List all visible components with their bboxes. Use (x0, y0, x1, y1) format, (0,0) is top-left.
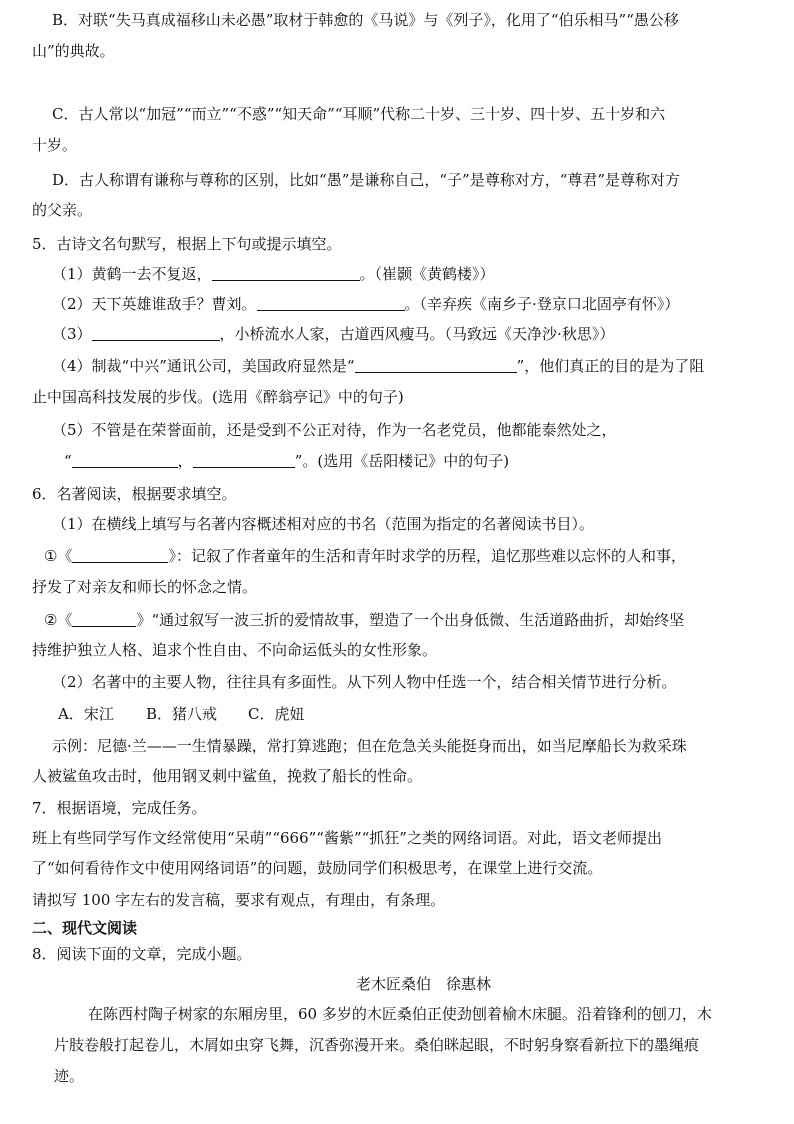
q6-book-2 (44, 610, 684, 630)
article-paragraph-line1: 在陈西村陶子树家的东厢房里，60 多岁的木匠桑伯正使劲刨着榆木床腿。沿着锋利的刨刀，木 (88, 1005, 712, 1023)
answer-blank[interactable] (72, 611, 136, 627)
answer-blank[interactable] (193, 452, 295, 468)
q5-item-1 (52, 264, 495, 284)
answer-blank[interactable] (257, 295, 405, 311)
q5-item-5: （5）不管是在荣誉面前，还是受到不公正对待，作为一名老党员，他都能泰然处之， (52, 421, 617, 439)
q6-part-2: （2）名著中的主要人物，往往具有多面性。从下列人物中任选一个，结合相关情节进行分析。 (52, 673, 677, 691)
article-title: 老木匠桑伯 徐惠林 (356, 975, 492, 993)
q5-item-1-text: （1）黄鹤一去不复返， (52, 265, 212, 283)
q7-text-line3: 请拟写 100 字左右的发言稿，要求有观点，有理由，有条理。 (32, 891, 446, 909)
book-1-open: ①《 (44, 547, 73, 565)
q7-text-line2: 了“如何看待作文中使用网络词语”的问题，鼓励同学们积极思考，在课堂上进行交流。 (32, 859, 603, 877)
q5-item-1-source: 。（崔颢《黄鹤楼》） (359, 265, 495, 283)
option-hu-niu: C．虎妞 (248, 705, 305, 723)
q5-item-4-text-end: ”，他们真正的目的是为了阻 (516, 357, 705, 375)
q6-part-1: （1）在横线上填写与名著内容概述相对应的书名（范围为指定的名著阅读书目）。 (52, 515, 595, 533)
option-c-line1: C．古人常以“加冠”“而立”“不惑”“知天命”“耳顺”代称二十岁、三十岁、四十岁、五十岁和六 (52, 105, 666, 123)
question-6-stem: 6．名著阅读，根据要求填空。 (32, 485, 237, 503)
article-paragraph-line3: 迹。 (54, 1067, 85, 1085)
q6-book-1 (44, 546, 686, 566)
answer-blank[interactable] (92, 325, 220, 341)
q5-item-5-line2 (64, 451, 509, 471)
question-7-stem: 7．根据语境，完成任务。 (32, 799, 207, 817)
answer-blank[interactable] (72, 547, 168, 563)
answer-blank[interactable] (355, 357, 517, 373)
q5-item-3-source: ，小桥流水人家，古道西风瘦马。（马致远《天净沙·秋思》） (219, 325, 615, 343)
q5-item-3-text: （3） (52, 325, 92, 343)
q5-item-4 (52, 356, 704, 376)
question-5-stem: 5．古诗文名句默写，根据上下句或提示填空。 (32, 235, 342, 253)
section-heading: 二、现代文阅读 (32, 919, 138, 937)
option-zhu-bajie: B．猪八戒 (146, 705, 218, 723)
q6-book-1-line2: 抒发了对亲友和师长的怀念之情。 (32, 578, 258, 596)
book-2-open: ②《 (44, 611, 73, 629)
option-d-line2: 的父亲。 (32, 201, 93, 219)
open-quote: “ (64, 452, 72, 470)
q6-example-line1: 示例：尼德·兰——一生情暴躁，常打算逃跑；但在危急关头能挺身而出，如当尼摩船长为救采珠 (52, 737, 687, 755)
answer-blank[interactable] (72, 452, 178, 468)
q7-text-line1: 班上有些同学写作文经常使用“呆萌”“666”“酱紫”“抓狂”之类的网络词语。对此，语文老师提出 (32, 829, 662, 847)
option-b-line2: 山”的典故。 (32, 42, 115, 60)
q5-item-5-source: ”。(选用《岳阳楼记》中的句子) (294, 452, 510, 470)
answer-blank[interactable] (212, 265, 360, 281)
q5-item-4-text: （4）制裁“中兴”通讯公司，美国政府显然是“ (52, 357, 355, 375)
question-8-stem: 8．阅读下面的文章，完成小题。 (32, 945, 252, 963)
q5-item-2-text: （2）天下英雄谁敌手？曹刘。 (52, 295, 257, 313)
q5-item-4-line2: 止中国高科技发展的步伐。(选用《醉翁亭记》中的句子) (32, 388, 404, 406)
option-c-line2: 十岁。 (32, 136, 78, 154)
q5-item-2 (52, 294, 679, 314)
q6-example-line2: 人被鲨鱼攻击时，他用钢叉刺中鲨鱼，挽救了船长的性命。 (32, 767, 423, 785)
article-paragraph-line2: 片肢卷般打起卷儿，木屑如虫穿飞舞，沉香弥漫开来。桑伯眯起眼，不时躬身察看新拉下的墨绳痕 (54, 1036, 700, 1054)
book-1-desc: 》：记叙了作者童年的生活和青年时求学的历程，追忆那些难以忘怀的人和事， (168, 547, 686, 565)
option-song-jiang: A．宋江 (58, 705, 114, 723)
q6-book-2-line2: 持维护独立人格、追求个性自由、不向命运低头的女性形象。 (32, 641, 438, 659)
q5-item-2-source: 。（辛弃疾《南乡子·登京口北固亭有怀》） (404, 295, 680, 313)
option-b-line1: B．对联“失马真成福移山未必愚”取材于韩愈的《马说》与《列子》，化用了“伯乐相马”“愚公移 (52, 11, 679, 29)
book-2-desc: 》“通过叙写一波三折的爱情故事，塑造了一个出身低微、生活道路曲折，却始终坚 (136, 611, 685, 629)
option-d-line1: D．古人称谓有谦称与尊称的区别，比如“愚”是谦称自己，“子”是尊称对方，“尊君”是尊称对方 (52, 171, 681, 189)
comma: ， (177, 452, 193, 470)
q5-item-3 (52, 324, 614, 344)
